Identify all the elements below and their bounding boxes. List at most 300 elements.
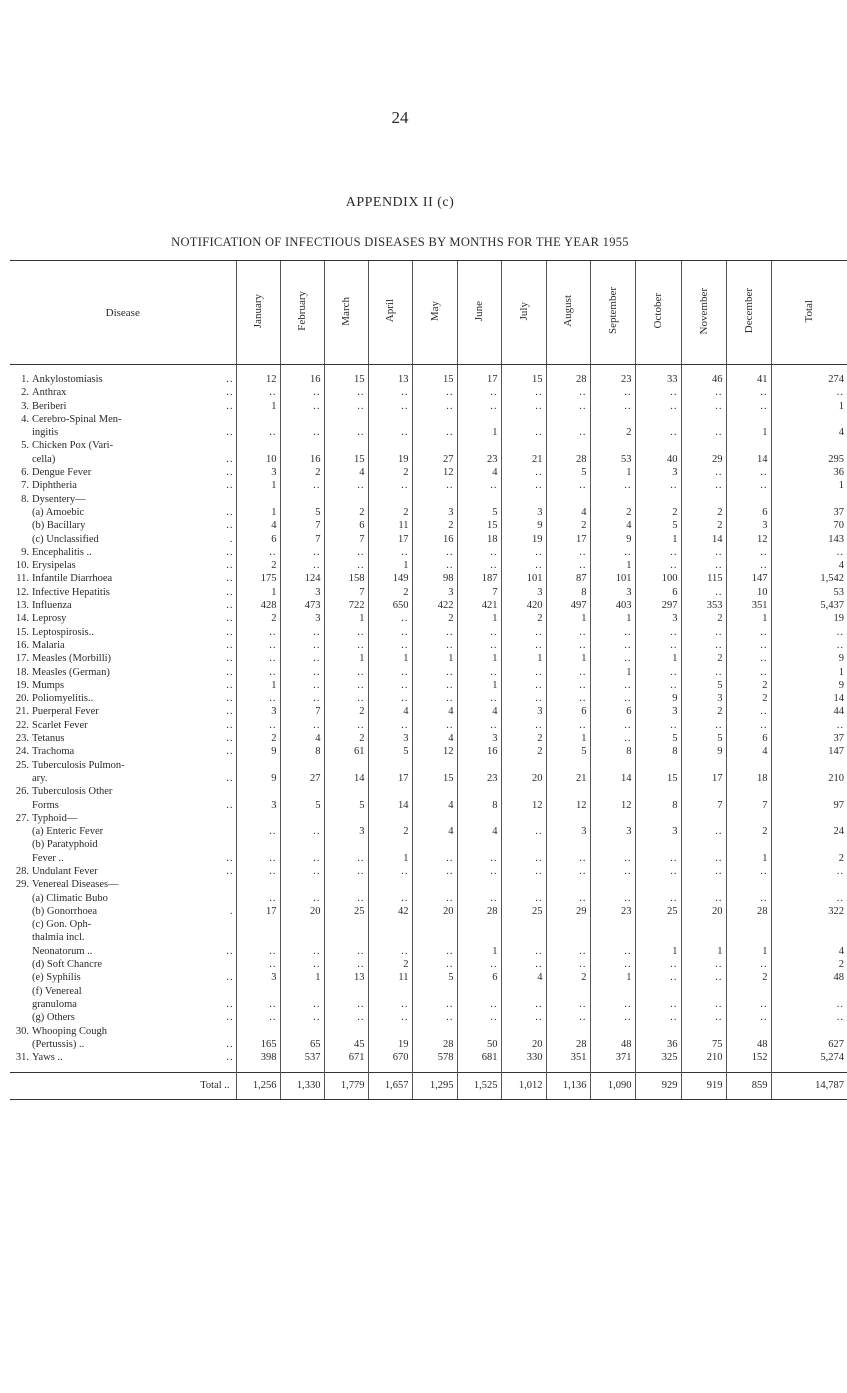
month-cell: 2: [368, 825, 412, 838]
month-cell: [324, 493, 368, 506]
month-cell: 1: [726, 852, 771, 865]
disease-cell: [10, 759, 236, 772]
disease-label: (g) Others: [32, 1012, 75, 1024]
month-cell: 2: [501, 612, 546, 625]
month-cell: 20: [501, 772, 546, 785]
month-cell: ..: [280, 865, 324, 878]
month-cell: ..: [412, 386, 457, 399]
month-cell: ..: [635, 400, 681, 413]
month-cell: 23: [590, 905, 635, 918]
month-cell: [726, 985, 771, 998]
total-cell: [771, 838, 847, 851]
month-cell: [501, 413, 546, 426]
row-number: [10, 825, 32, 838]
month-cell: ..: [635, 958, 681, 971]
month-cell: 15: [412, 772, 457, 785]
month-cell: ..: [681, 958, 726, 971]
month-cell: ..: [681, 626, 726, 639]
month-cell: [546, 838, 590, 851]
row-number: 20.: [15, 693, 29, 705]
month-cell: 45: [324, 1038, 368, 1051]
month-cell: ..: [501, 479, 546, 492]
month-cell: ..: [368, 426, 412, 439]
month-cell: 100: [635, 572, 681, 585]
month-cell: 25: [635, 905, 681, 918]
table-row: [10, 838, 847, 851]
total-cell: 147: [771, 745, 847, 758]
month-cell: 20: [681, 905, 726, 918]
month-cell: [368, 759, 412, 772]
month-cell: 2: [236, 612, 280, 625]
disease-cell: [10, 905, 236, 918]
total-cell: [771, 918, 847, 931]
total-cell: 5,274: [771, 1051, 847, 1064]
month-cell: 578: [412, 1051, 457, 1064]
table-row: [10, 1025, 847, 1038]
month-cell: ..: [590, 679, 635, 692]
month-cell: ..: [726, 386, 771, 399]
month-cell: [236, 759, 280, 772]
disease-cell: [10, 413, 236, 426]
month-cell: ..: [681, 426, 726, 439]
row-number: 18.: [15, 666, 29, 678]
month-cell: [501, 838, 546, 851]
disease-label: Scarlet Fever: [32, 719, 88, 731]
month-cell: 330: [501, 1051, 546, 1064]
disease-label: cella): [32, 453, 56, 465]
total-row: [10, 1073, 847, 1100]
month-cell: [280, 1025, 324, 1038]
month-cell: 2: [681, 506, 726, 519]
month-cell: [501, 931, 546, 944]
month-cell: [546, 785, 590, 798]
total-cell: 322: [771, 905, 847, 918]
month-cell: [324, 931, 368, 944]
month-cell: 65: [280, 1038, 324, 1051]
month-cell: 1: [546, 612, 590, 625]
month-cell: ..: [324, 666, 368, 679]
month-cell: 18: [726, 772, 771, 785]
month-cell: ..: [590, 719, 635, 732]
leader-dots: [218, 759, 236, 772]
month-cell: 152: [726, 1051, 771, 1064]
disease-cell: [10, 785, 236, 798]
leader-dots: ..: [226, 972, 234, 984]
month-cell: ..: [681, 825, 726, 838]
month-cell: 187: [457, 572, 501, 585]
table-row: [10, 772, 847, 785]
month-cell: 13: [368, 373, 412, 386]
month-cell: 11: [368, 971, 412, 984]
month-cell: 6: [590, 705, 635, 718]
month-cell: 1: [501, 652, 546, 665]
disease-label: thalmia incl.: [32, 932, 85, 944]
leader-dots: ..: [226, 586, 234, 598]
month-cell: 75: [681, 1038, 726, 1051]
table-row: [10, 559, 847, 572]
leader-dots: ..: [226, 573, 234, 585]
row-number: 9.: [21, 546, 29, 558]
month-cell: ..: [324, 546, 368, 559]
disease-cell: [10, 918, 236, 931]
month-cell: [324, 439, 368, 452]
disease-cell: [10, 493, 236, 506]
month-cell: [368, 878, 412, 891]
month-cell: [590, 985, 635, 998]
month-cell: ..: [280, 945, 324, 958]
disease-label: Chicken Pox (Vari-: [32, 440, 114, 452]
disease-label: Beriberi: [32, 400, 67, 412]
month-cell: 1: [590, 666, 635, 679]
table-row: [10, 546, 847, 559]
leader-dots: [218, 892, 236, 905]
leader-dots: ..: [226, 706, 234, 718]
total-cell: [771, 759, 847, 772]
column-header-october: October: [635, 261, 681, 365]
month-cell: 1: [280, 971, 324, 984]
month-cell: 1: [457, 679, 501, 692]
month-cell: [368, 439, 412, 452]
month-cell: [726, 785, 771, 798]
month-cell: 2: [324, 705, 368, 718]
month-cell: ..: [501, 825, 546, 838]
disease-cell: [10, 1025, 236, 1038]
month-cell: 7: [324, 586, 368, 599]
leader-dots: ..: [226, 546, 234, 558]
disease-cell: [10, 865, 236, 878]
table-row: [10, 506, 847, 519]
month-cell: 48: [590, 1038, 635, 1051]
month-cell: 15: [457, 519, 501, 532]
month-cell: ..: [324, 386, 368, 399]
month-cell: 650: [368, 599, 412, 612]
month-cell: 13: [324, 971, 368, 984]
month-cell: [635, 759, 681, 772]
table-row: [10, 918, 847, 931]
table-row: [10, 439, 847, 452]
month-cell: ..: [635, 559, 681, 572]
month-cell: [590, 838, 635, 851]
month-cell: 16: [457, 745, 501, 758]
leader-dots: ..: [226, 374, 234, 385]
month-cell: [681, 759, 726, 772]
row-number: 8.: [21, 493, 29, 505]
disease-cell: [10, 519, 236, 532]
disease-cell: [10, 971, 236, 984]
month-cell: 98: [412, 572, 457, 585]
month-cell: [590, 931, 635, 944]
month-cell: ..: [236, 892, 280, 905]
month-cell: ..: [457, 998, 501, 1011]
total-cell: 143: [771, 533, 847, 546]
row-number: 28.: [15, 865, 29, 877]
month-cell: ..: [546, 626, 590, 639]
month-cell: 50: [457, 1038, 501, 1051]
total-cell: 53: [771, 586, 847, 599]
month-cell: ..: [324, 559, 368, 572]
month-cell: ..: [590, 998, 635, 1011]
month-cell: [457, 439, 501, 452]
table-row: [10, 705, 847, 718]
disease-label: Forms: [32, 799, 59, 811]
disease-cell: [10, 931, 236, 944]
month-cell: ..: [412, 559, 457, 572]
month-total-cell: 1,090: [590, 1073, 635, 1100]
month-cell: [590, 918, 635, 931]
total-cell: 274: [771, 373, 847, 386]
month-cell: ..: [726, 705, 771, 718]
month-cell: ..: [457, 1011, 501, 1024]
month-cell: 8: [590, 745, 635, 758]
month-cell: 16: [412, 533, 457, 546]
column-header-september: September: [590, 261, 635, 365]
disease-label: (f) Venereal: [32, 985, 82, 997]
row-number: [10, 931, 32, 944]
month-cell: 42: [368, 905, 412, 918]
month-cell: 4: [236, 519, 280, 532]
month-cell: 1: [368, 652, 412, 665]
month-cell: [412, 838, 457, 851]
total-cell: ..: [771, 386, 847, 399]
month-cell: 36: [635, 1038, 681, 1051]
month-cell: ..: [635, 719, 681, 732]
table-row: [10, 572, 847, 585]
month-cell: ..: [590, 692, 635, 705]
disease-cell: [10, 958, 236, 971]
month-cell: ..: [635, 479, 681, 492]
month-cell: [726, 918, 771, 931]
month-cell: 8: [635, 745, 681, 758]
month-cell: ..: [457, 400, 501, 413]
month-cell: [726, 812, 771, 825]
table-row: [10, 479, 847, 492]
month-cell: ..: [635, 852, 681, 865]
month-cell: ..: [280, 825, 324, 838]
month-total-cell: 919: [681, 1073, 726, 1100]
month-cell: ..: [457, 692, 501, 705]
month-cell: ..: [368, 1011, 412, 1024]
month-cell: 175: [236, 572, 280, 585]
total-cell: 2: [771, 852, 847, 865]
month-cell: 2: [590, 426, 635, 439]
month-cell: [726, 413, 771, 426]
row-number: [10, 453, 32, 466]
table-row: [10, 785, 847, 798]
disease-label: Dysentery—: [32, 493, 86, 505]
month-cell: 403: [590, 599, 635, 612]
leader-dots: [218, 1025, 236, 1038]
leader-dots: [218, 931, 236, 944]
month-cell: [280, 493, 324, 506]
disease-cell: [10, 719, 236, 732]
disease-label: (b) Paratyphoid: [32, 839, 98, 851]
month-cell: ..: [726, 998, 771, 1011]
month-cell: ..: [368, 865, 412, 878]
month-cell: 1: [324, 652, 368, 665]
disease-cell: [10, 666, 236, 679]
month-cell: 5: [324, 799, 368, 812]
month-cell: [280, 785, 324, 798]
month-cell: 20: [412, 905, 457, 918]
month-cell: ..: [236, 386, 280, 399]
month-cell: [412, 985, 457, 998]
leader-dots: [218, 439, 236, 452]
leader-dots: [218, 958, 236, 971]
month-cell: ..: [681, 666, 726, 679]
column-header-march: March: [324, 261, 368, 365]
month-cell: ..: [501, 546, 546, 559]
month-cell: 17: [368, 772, 412, 785]
leader-dots: ..: [226, 613, 234, 625]
month-cell: 3: [457, 732, 501, 745]
disease-cell: [10, 745, 236, 758]
month-cell: ..: [236, 652, 280, 665]
leader-dots: ..: [226, 772, 234, 784]
month-cell: ..: [546, 666, 590, 679]
month-cell: 3: [546, 825, 590, 838]
month-cell: ..: [501, 639, 546, 652]
month-cell: [590, 439, 635, 452]
month-cell: 29: [681, 453, 726, 466]
month-cell: 25: [324, 905, 368, 918]
disease-cell: [10, 812, 236, 825]
month-cell: ..: [324, 626, 368, 639]
month-cell: [412, 1025, 457, 1038]
month-cell: ..: [546, 892, 590, 905]
month-cell: ..: [457, 546, 501, 559]
month-cell: ..: [501, 400, 546, 413]
table-row: [10, 626, 847, 639]
month-cell: 23: [590, 373, 635, 386]
month-cell: ..: [368, 666, 412, 679]
month-cell: ..: [280, 386, 324, 399]
month-cell: 1: [635, 533, 681, 546]
month-cell: 21: [546, 772, 590, 785]
month-cell: 371: [590, 1051, 635, 1064]
month-cell: 14: [324, 772, 368, 785]
month-cell: ..: [236, 1011, 280, 1024]
row-number: [10, 945, 32, 958]
total-cell: [771, 493, 847, 506]
disease-label: Erysipelas: [32, 560, 76, 572]
month-cell: 4: [368, 705, 412, 718]
month-cell: ..: [546, 400, 590, 413]
month-cell: [590, 812, 635, 825]
month-cell: ..: [324, 1011, 368, 1024]
notifications-table: [10, 260, 847, 1100]
month-cell: ..: [457, 958, 501, 971]
table-row: [10, 719, 847, 732]
month-total-cell: 929: [635, 1073, 681, 1100]
disease-label: Measles (Morbilli): [32, 653, 112, 665]
month-cell: [236, 985, 280, 998]
leader-dots: ..: [226, 1052, 234, 1064]
month-cell: 5: [457, 506, 501, 519]
table-row: [10, 519, 847, 532]
table-row: [10, 745, 847, 758]
disease-cell: [10, 1051, 236, 1064]
month-cell: [280, 918, 324, 931]
month-cell: 5: [280, 799, 324, 812]
month-cell: 165: [236, 1038, 280, 1051]
month-cell: ..: [501, 626, 546, 639]
month-cell: 15: [324, 453, 368, 466]
month-cell: ..: [368, 386, 412, 399]
total-cell: 1: [771, 400, 847, 413]
month-cell: [368, 493, 412, 506]
month-cell: 2: [635, 506, 681, 519]
leader-dots: ..: [226, 653, 234, 665]
month-cell: 19: [368, 1038, 412, 1051]
table-row: [10, 493, 847, 506]
leader-dots: ..: [226, 945, 234, 957]
disease-cell: [10, 705, 236, 718]
month-cell: 2: [726, 692, 771, 705]
disease-cell: [10, 453, 236, 466]
month-cell: ..: [412, 852, 457, 865]
month-cell: ..: [324, 679, 368, 692]
total-cell: ..: [771, 719, 847, 732]
row-number: [10, 799, 32, 812]
month-cell: ..: [457, 639, 501, 652]
month-cell: ..: [412, 666, 457, 679]
month-cell: ..: [368, 479, 412, 492]
month-cell: 61: [324, 745, 368, 758]
month-cell: ..: [280, 546, 324, 559]
leader-dots: ..: [226, 453, 234, 465]
month-cell: [368, 812, 412, 825]
month-cell: 1: [457, 612, 501, 625]
month-cell: [236, 1025, 280, 1038]
month-cell: 1: [236, 400, 280, 413]
total-cell: 37: [771, 506, 847, 519]
leader-dots: [218, 812, 236, 825]
disease-cell: [10, 692, 236, 705]
total-cell: 5,437: [771, 599, 847, 612]
month-cell: 3: [501, 705, 546, 718]
month-cell: [681, 812, 726, 825]
month-cell: ..: [457, 892, 501, 905]
month-cell: 670: [368, 1051, 412, 1064]
month-cell: ..: [368, 400, 412, 413]
table-spacer-row: [10, 365, 847, 374]
month-cell: 3: [236, 466, 280, 479]
month-cell: [546, 439, 590, 452]
month-cell: 3: [324, 825, 368, 838]
month-total-cell: 1,657: [368, 1073, 412, 1100]
month-cell: ..: [590, 652, 635, 665]
month-cell: 9: [635, 692, 681, 705]
month-cell: 3: [726, 519, 771, 532]
leader-dots: ..: [226, 400, 234, 412]
table-row: [10, 985, 847, 998]
total-cell: 627: [771, 1038, 847, 1051]
month-cell: [590, 785, 635, 798]
table-row: [10, 612, 847, 625]
month-cell: ..: [726, 719, 771, 732]
month-cell: ..: [236, 958, 280, 971]
disease-cell: [10, 799, 236, 812]
total-cell: ..: [771, 639, 847, 652]
disease-label: (Pertussis) ..: [32, 1038, 85, 1050]
month-cell: [324, 812, 368, 825]
leader-dots: ..: [226, 506, 234, 518]
disease-cell: [10, 1038, 236, 1051]
month-cell: [236, 439, 280, 452]
month-cell: 7: [280, 705, 324, 718]
month-cell: [681, 838, 726, 851]
row-number: 21.: [15, 706, 29, 718]
